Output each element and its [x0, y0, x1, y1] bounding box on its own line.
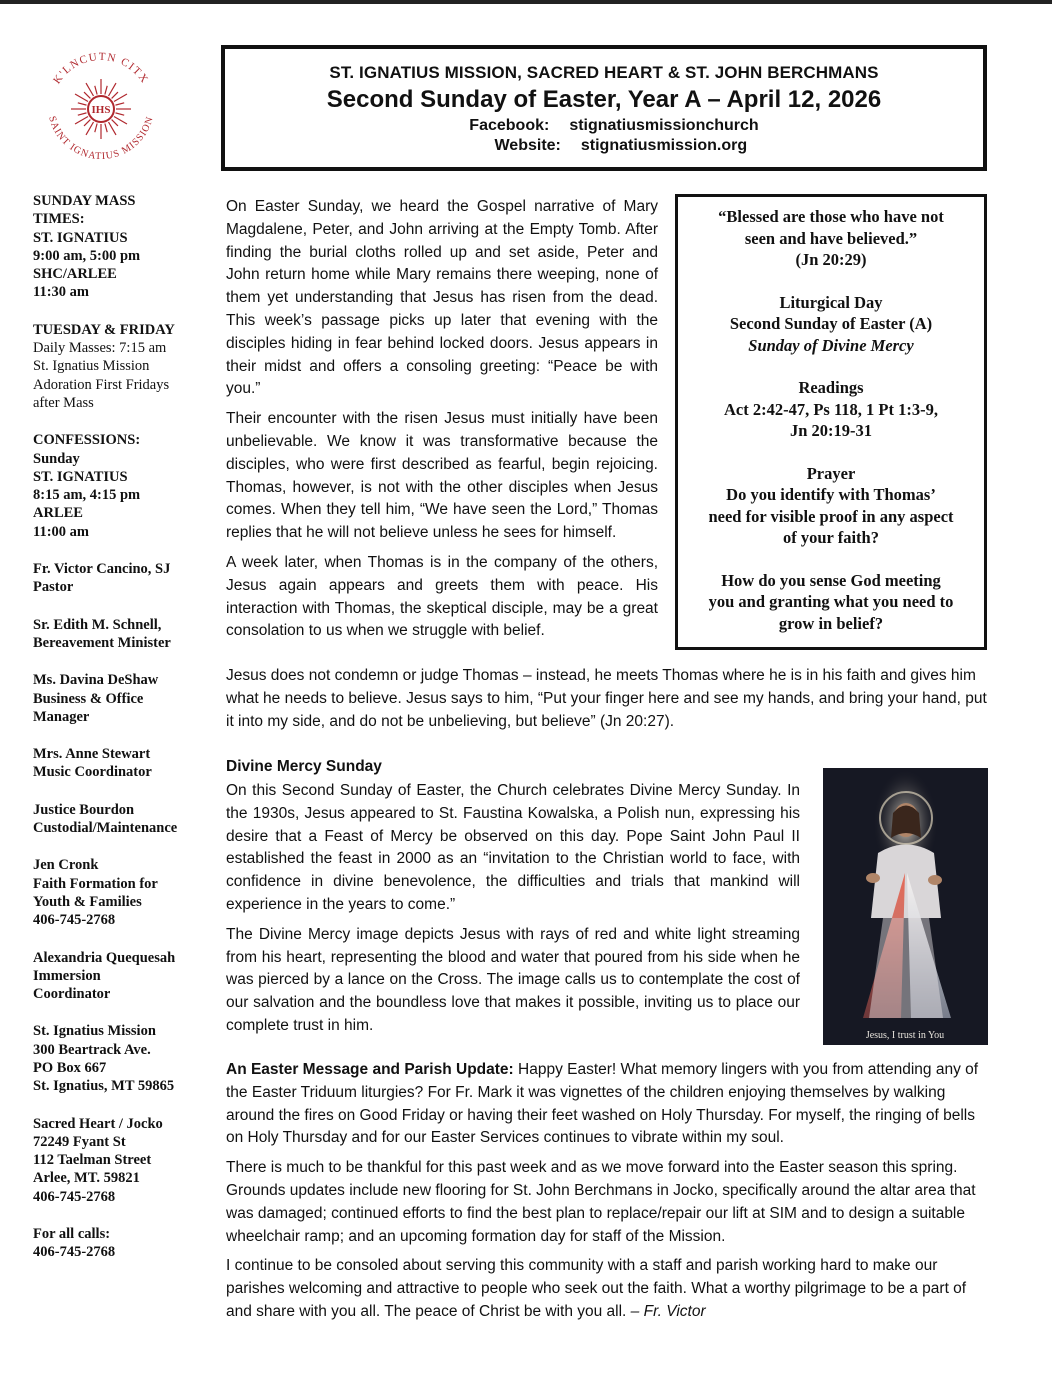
readings-line: Jn 20:19-31 — [789, 421, 873, 440]
sidebar — [33, 192, 213, 1281]
address-st-ignatius — [33, 1022, 213, 1095]
sidebar-line: Jen Cronk — [33, 857, 99, 874]
sidebar-line: Daily Masses: 7:15 am — [33, 340, 167, 357]
divine-mercy-image — [823, 768, 988, 1045]
article-paragraph — [226, 1255, 994, 1323]
article-paragraph: A week later, when Thomas is in the company of the others, Jesus again appears and greets them with peace. His interaction with Thomas, the skeptical disciple, may be a great consolation to us when we struggle with belief. — [226, 553, 658, 640]
liturgical-day: Second Sunday of Easter (A) — [729, 314, 933, 333]
facebook-label: Facebook: — [469, 117, 550, 134]
svg-text:IHS: IHS — [91, 104, 111, 116]
scripture-box — [675, 194, 987, 650]
readings-heading: Readings — [798, 378, 864, 397]
prayer-line: grow in belief? — [778, 613, 884, 633]
article-paragraph: On Easter Sunday, we heard the Gospel narrative of Mary Magdalene, Peter, and John arriving at the Empty Tomb. After finding the burial cloths rolled up and set aside, Peter and John return home while Mary remains there weeping, none of them yet understanding that Jesus has risen from the dead. This week’s passage picks up later that evening with the disciples hiding in fear behind locked doors. Jesus appears in their midst and offers a consoling greeting: “Peace be with you.” — [226, 198, 658, 398]
all-calls — [33, 1225, 213, 1262]
article-paragraph: Jesus does not condemn or judge Thomas – instead, he meets Thomas where he is in his faith and gives him what he needs to believe. Jesus says to him, “Put your finger here and see my hands, and bring your hand, put it into my side, and do not be unbelieving, but believe” (Jn 20:27). — [226, 667, 987, 730]
prayer-line: Do you identify with Thomas’ — [726, 485, 936, 504]
liturgical-heading: Liturgical Day — [779, 292, 883, 312]
paragraph-text: Happy Easter! What memory lingers with you from attending any of the Easter Triduum liturgies? For Fr. Mark it was vignettes of the children enjoying themselves by walking around the fires on Good Friday or having their feet washed on Holy Thursday. For myself, the ringing of bells on Holy Thursday and for our Easter Services continues to vibrate within my soul. — [226, 1061, 979, 1147]
prayer-line: How do you sense God meeting — [721, 570, 941, 590]
article-paragraph: The Divine Mercy image depicts Jesus with rays of red and white light streaming from his heart, representing the blood and water that poured from his side when he was pierced by a lance on the Cross. The image calls us to contemplate the cost of our salvation and the boundless love that makes it possible, inviting us to place our complete trust in him. — [226, 925, 800, 1034]
article-paragraph: On this Second Sunday of Easter, the Church celebrates Divine Mercy Sunday. In the 1930s, Jesus appeared to St. Faustina Kowalska, a Polish nun, expressing his desire that a Feast of Mercy be observed on this day. Pope Saint John Paul II established the feast in 2000 as an “invitation to the Christian world to face, with confidence in divine benevolence, the difficulties and trials that mankind will experience in the years to come.” — [226, 782, 800, 913]
top-rule — [0, 0, 1052, 4]
sidebar-line: CONFESSIONS: — [33, 432, 141, 449]
sidebar-line: Coordinator — [33, 986, 111, 1003]
address-sacred-heart — [33, 1115, 213, 1206]
logo-ray — [105, 86, 107, 95]
sidebar-line: Sr. Edith M. Schnell, — [33, 616, 162, 633]
quote-citation: (Jn 20:29) — [795, 250, 867, 269]
logo-ray — [84, 92, 90, 98]
sidebar-line: Youth & Families — [33, 893, 142, 910]
logo-ray — [95, 123, 97, 132]
sidebar-line: PO Box 667 — [33, 1059, 107, 1076]
sidebar-line: 406-745-2768 — [33, 912, 116, 929]
logo-ray — [86, 122, 94, 135]
sidebar-line: Business & Office — [33, 690, 144, 707]
staff-pastor — [33, 560, 213, 597]
sidebar-line: 8:15 am, 4:15 pm — [33, 487, 141, 504]
logo-ray — [115, 103, 124, 105]
sidebar-line: Mrs. Anne Stewart — [33, 746, 151, 763]
website-label: Website: — [494, 137, 561, 154]
sidebar-line: Arlee, MT. 59821 — [33, 1170, 140, 1187]
paragraph-text: I continue to be consoled about serving this community with a staff and parish working hard to make our parishes welcoming and attractive to people who seek out the faith. What a worthy pilgrimage to be a part of and share with you all. The peace of Christ be with you all. — [226, 1257, 967, 1320]
weekday-masses — [33, 321, 213, 412]
staff-faith-formation — [33, 856, 213, 929]
staff-custodial — [33, 801, 213, 838]
prayer-line: you and granting what you need to — [708, 592, 954, 611]
sidebar-line: Custodial/Maintenance — [33, 820, 178, 837]
logo-ray — [109, 83, 117, 96]
quote-line: “Blessed are those who have not — [718, 207, 944, 226]
weekday-heading: TUESDAY & FRIDAY — [33, 321, 175, 338]
sidebar-line: 300 Beartrack Ave. — [33, 1041, 151, 1058]
logo-ray — [78, 113, 87, 115]
section-heading: An Easter Message and Parish Update: — [226, 1061, 514, 1078]
logo-ray — [86, 83, 94, 96]
sidebar-line: ST. IGNATIUS — [33, 229, 128, 246]
confessions — [33, 431, 213, 541]
svg-text:SAINT IGNATIUS MISSION: SAINT IGNATIUS MISSION — [46, 114, 156, 163]
svg-text:Jesus, I trust in You: Jesus, I trust in You — [865, 1030, 945, 1041]
prayer-heading: Prayer — [806, 463, 856, 483]
facebook-row — [225, 117, 983, 135]
signature: – Fr. Victor — [630, 1302, 706, 1320]
website-row — [225, 137, 983, 155]
sidebar-line: Justice Bourdon — [33, 801, 135, 818]
logo-ray — [114, 117, 127, 125]
sidebar-line: Adoration First Fridays — [33, 376, 170, 393]
quote-line: seen and have believed.” — [744, 228, 918, 248]
organization-name: ST. IGNATIUS MISSION, SACRED HEART & ST. JOHN BERCHMANS — [329, 63, 879, 82]
article-continuation — [226, 665, 994, 740]
logo-ray — [78, 103, 87, 105]
sidebar-line: Faith Formation for — [33, 875, 158, 892]
sidebar-line: Fr. Victor Cancino, SJ — [33, 561, 171, 578]
bulletin-header — [221, 45, 987, 171]
section-heading: Divine Mercy Sunday — [226, 758, 382, 775]
article-column — [226, 196, 658, 650]
sidebar-line: St. Ignatius Mission — [33, 1023, 156, 1040]
sunday-mass-times — [33, 192, 213, 302]
sidebar-line: SUNDAY MASS — [33, 193, 136, 209]
sidebar-line: St. Ignatius Mission — [33, 358, 150, 375]
sidebar-line: 406-745-2768 — [33, 1244, 116, 1261]
logo-ray — [112, 120, 118, 126]
sidebar-line: 406-745-2768 — [33, 1188, 116, 1205]
sidebar-line: 112 Taelman Street — [33, 1152, 152, 1169]
logo-ray — [84, 120, 90, 126]
sidebar-line: after Mass — [33, 394, 94, 411]
sidebar-line: 11:30 am — [33, 284, 89, 301]
sidebar-line: Sunday — [33, 450, 80, 467]
logo-ray — [115, 113, 124, 115]
sidebar-line: Ms. Davina DeShaw — [33, 672, 159, 689]
liturgical-sub: Sunday of Divine Mercy — [748, 335, 914, 355]
staff-immersion — [33, 949, 213, 1004]
logo-ray — [112, 92, 118, 98]
staff-bereavement — [33, 616, 213, 653]
sidebar-line: Pastor — [33, 579, 74, 596]
mission-seal-logo — [36, 44, 166, 174]
svg-text:K'LNCUTN CITX: K'LNCUTN CITX — [51, 50, 151, 87]
sidebar-line: TIMES: — [33, 211, 85, 228]
staff-business — [33, 671, 213, 726]
easter-message-section — [226, 1059, 994, 1331]
sidebar-line: Manager — [33, 708, 90, 725]
prayer-line: need for visible proof in any aspect — [708, 506, 954, 526]
sidebar-line: 9:00 am, 5:00 pm — [33, 247, 141, 264]
logo-ray — [105, 123, 107, 132]
logo-ray — [75, 117, 88, 125]
article-paragraph: There is much to be thankful for this past week and as we move forward into the Easter season this spring. Grounds updates include new flooring for St. John Berchmans in Jocko, specifically around the altar area that was damaged; continued efforts to find the best plan to replace/repair our lift at SIM and to design a suitable wheelchair ramp; and an upcoming formation day for staff of the Mission. — [226, 1159, 976, 1245]
bulletin-title: Second Sunday of Easter, Year A – April 12, 2026 — [326, 86, 882, 113]
website-url[interactable]: stignatiusmission.org — [580, 137, 748, 154]
divine-mercy-section — [226, 780, 800, 1045]
sidebar-line: Alexandria Quequesah — [33, 949, 176, 966]
facebook-handle[interactable]: stignatiusmissionchurch — [569, 117, 759, 134]
logo-ray — [109, 122, 117, 135]
sidebar-line: St. Ignatius, MT 59865 — [33, 1078, 175, 1095]
sidebar-line: ST. IGNATIUS — [33, 468, 128, 485]
logo-ray — [114, 94, 127, 102]
article-paragraph: Their encounter with the risen Jesus must initially have been unbelievable. We know it was transformative because the disciples, who were first described as fearful, begin rejoicing. Thomas, however, is not with the other disciples when Jesus comes. When they tell him, “We have seen the Lord,” Thomas replies that he will not believe unless he sees for himself. — [226, 410, 658, 542]
sidebar-line: 11:00 am — [33, 523, 89, 540]
staff-music — [33, 745, 213, 782]
sidebar-line: Bereavement Minister — [33, 634, 171, 651]
sidebar-line: SHC/ARLEE — [33, 266, 117, 283]
readings-line: Act 2:42-47, Ps 118, 1 Pt 1:3-9, — [723, 399, 938, 419]
logo-ray — [95, 86, 97, 95]
article-paragraph — [226, 1059, 994, 1150]
sidebar-line: Immersion — [33, 967, 101, 984]
logo-ray — [75, 94, 88, 102]
sidebar-line: ARLEE — [33, 505, 83, 522]
sidebar-line: Sacred Heart / Jocko — [33, 1115, 163, 1132]
sidebar-line: Music Coordinator — [33, 764, 152, 781]
sidebar-line: 72249 Fyant St — [33, 1133, 126, 1150]
sidebar-line: For all calls: — [33, 1226, 111, 1243]
prayer-line: of your faith? — [783, 528, 879, 547]
